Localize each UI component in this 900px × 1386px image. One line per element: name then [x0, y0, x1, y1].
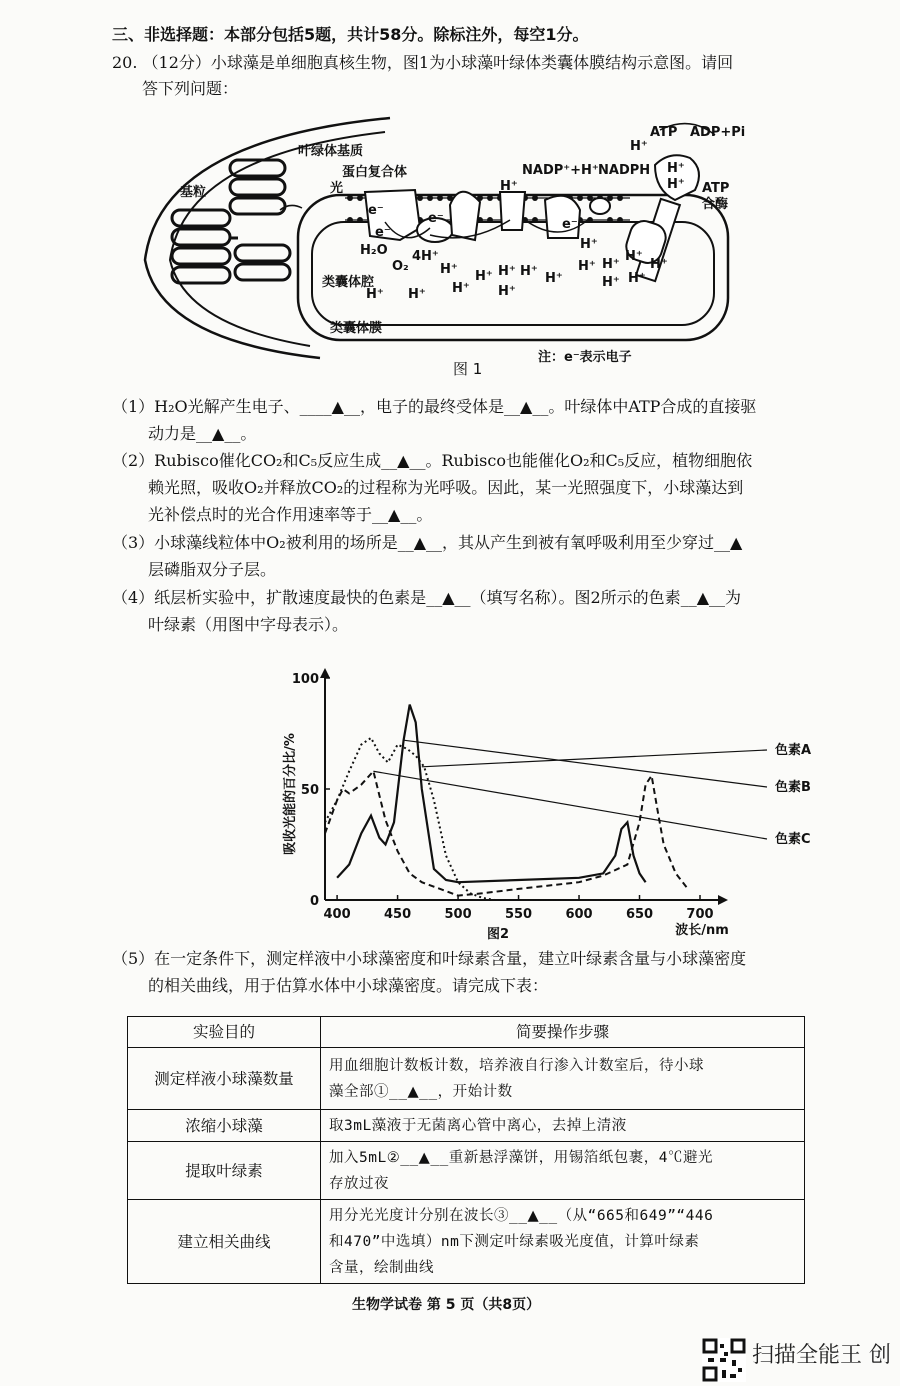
label-h: H⁺	[580, 237, 598, 252]
x-tick-label: 500	[444, 907, 472, 922]
label-lumen: 类囊体腔	[322, 275, 375, 290]
label-h: H⁺	[500, 179, 518, 194]
label-h: H⁺	[602, 275, 620, 290]
y-tick-label: 100	[291, 672, 319, 687]
label-stroma: 叶绿体基质	[298, 144, 364, 159]
answer-blank: ▲	[418, 1149, 431, 1166]
label-h: H⁺	[545, 271, 563, 286]
question-4-line1: （4）纸层析实验中，扩散速度最快的色素是__▲__（填写名称）。图2所示的色素__▲__为	[112, 588, 742, 607]
page-footer: 生物学试卷 第 5 页（共8页）	[352, 1297, 541, 1313]
series-line-3	[325, 771, 688, 895]
x-tick-label: 600	[565, 907, 593, 922]
answer-blank: ▲	[331, 397, 344, 416]
label-o2: O₂	[392, 259, 409, 274]
label-e: e⁻	[562, 217, 578, 232]
scanner-watermark: 扫描全能王 创	[752, 1343, 891, 1368]
grana-stack	[172, 160, 290, 283]
label-h: H⁺	[475, 269, 493, 284]
series-line-1	[325, 738, 652, 900]
q20-intro-line1: 20. （12分）小球藻是单细胞真核生物，图1为小球藻叶绿体类囊体膜结构示意图。请回	[112, 53, 734, 72]
label-membrane: 类囊体膜	[330, 321, 383, 336]
legend-label: 色素C	[775, 832, 811, 847]
table-cell-purpose: 浓缩小球藻	[128, 1110, 321, 1142]
y-axis-arrow	[320, 668, 330, 678]
answer-blank: ▲	[407, 1083, 420, 1100]
label-h: H⁺	[650, 257, 668, 272]
question-3-line1: （3）小球藻线粒体中O₂被利用的场所是__▲__，其从产生到被有氧呼吸利用至少穿过__▲	[112, 533, 743, 552]
y-axis-label: 吸收光能的百分比/%	[283, 733, 298, 855]
label-grana: 基粒	[180, 185, 207, 200]
table-cell-steps: 用分光光度计分别在波长③__▲__（从“665和649”“446 和470”中选填）nm下测定叶绿素吸光度值，计算叶绿素 含量，绘制曲线	[321, 1200, 805, 1284]
label-h: H⁺	[602, 257, 620, 272]
x-axis-label: 波长/nm	[675, 923, 729, 938]
figure2-absorption-chart	[270, 660, 812, 950]
section-header: 三、非选择题：本部分包括5题，共计58分。除标注外，每空1分。	[112, 25, 589, 44]
question-2-line2: 赖光照，吸收O₂并释放CO₂的过程称为光呼吸。因此，某一光照强度下，小球藻达到	[148, 478, 744, 497]
question-2-line3: 光补偿点时的光合作用速率等于__▲__。	[148, 505, 433, 524]
series-leader-line	[373, 771, 767, 839]
label-light: 光	[330, 181, 344, 196]
answer-blank: ▲	[388, 505, 401, 524]
label-e: e⁻	[368, 203, 384, 218]
electron-flow-arrows	[280, 124, 715, 238]
label-h: H⁺	[440, 262, 458, 277]
label-e: e⁻	[428, 211, 444, 226]
label-h: H⁺	[667, 177, 685, 192]
qr-code	[702, 1338, 746, 1382]
answer-blank: ▲	[397, 451, 410, 470]
label-e: e⁻	[375, 225, 391, 240]
table-cell-steps: 加入5mL②__▲__重新悬浮藻饼，用锡箔纸包裹，4℃避光 存放过夜	[321, 1142, 805, 1200]
label-h: H⁺	[578, 259, 596, 274]
answer-blank: ▲	[413, 533, 427, 552]
question-2-line1: （2）Rubisco催化CO₂和C₅反应生成__▲__。Rubisco也能催化O₂和C₅反应，植物细胞依	[112, 451, 753, 470]
answer-blank: ▲	[212, 424, 225, 443]
label-nadph: NADPH	[598, 163, 651, 178]
x-tick-label: 650	[625, 907, 654, 922]
x-axis-arrow	[718, 895, 728, 905]
y-tick-label: 50	[300, 783, 319, 798]
question-1-line1: （1）H₂O光解产生电子、____▲__，电子的最终受体是__▲__。叶绿体中ATP合成的直接驱	[112, 397, 757, 416]
x-tick-label: 550	[504, 907, 533, 922]
chart-series	[325, 705, 767, 900]
label-h2o: H₂O	[360, 243, 388, 258]
answer-blank: ▲	[730, 533, 743, 552]
question-4-line2: 叶绿素（用图中字母表示）。	[148, 615, 349, 634]
label-h: H⁺	[498, 264, 516, 279]
label-adp: ADP+Pi	[690, 125, 746, 140]
question-1-line2: 动力是__▲__。	[148, 424, 257, 443]
label-h: H⁺	[452, 281, 470, 296]
table-cell-purpose: 建立相关曲线	[128, 1200, 321, 1284]
figure1-thylakoid-diagram	[130, 110, 780, 370]
chart-title: 图2	[486, 927, 510, 942]
table-cell-steps: 用血细胞计数板计数，培养液自行渗入计数室后，待小球 藻全部①__▲__，开始计数	[321, 1048, 805, 1110]
table-row	[128, 1200, 805, 1284]
y-tick-label: 0	[309, 894, 319, 909]
label-h: H⁺	[520, 264, 538, 279]
chart-axes	[320, 668, 728, 905]
answer-blank: ▲	[520, 397, 533, 416]
table-row	[128, 1110, 805, 1142]
label-h: H⁺	[498, 284, 516, 299]
x-tick-label: 450	[384, 907, 412, 922]
table-header-row	[128, 1017, 805, 1048]
label-nadp: NADP⁺+H⁺	[522, 163, 599, 178]
answer-blank: ▲	[527, 1207, 540, 1224]
legend-label: 色素A	[775, 743, 812, 758]
label-4h: 4H⁺	[412, 249, 439, 264]
label-protein-complex: 蛋白复合体	[342, 165, 408, 180]
figure1-note: 注：e⁻表示电子	[538, 350, 632, 365]
table-cell-purpose: 测定样液小球藻数量	[128, 1048, 321, 1110]
experiment-table	[127, 1016, 805, 1284]
table-row	[128, 1048, 805, 1110]
label-h: H⁺	[625, 249, 643, 264]
answer-blank: ▲	[696, 588, 709, 607]
label-h: H⁺	[628, 271, 646, 286]
question-5-line2: 的相关曲线，用于估算水体中小球藻密度。请完成下表：	[148, 976, 549, 995]
table-cell-purpose: 提取叶绿素	[128, 1142, 321, 1200]
label-atp: ATP	[650, 125, 678, 140]
q20-intro-line2: 答下列问题：	[142, 79, 239, 98]
answer-blank: ▲	[442, 588, 455, 607]
label-h: H⁺	[630, 139, 648, 154]
question-5-line1: （5）在一定条件下，测定样液中小球藻密度和叶绿素含量，建立叶绿素含量与小球藻密度	[112, 949, 747, 968]
x-tick-label: 700	[686, 907, 714, 922]
label-atp-synthase-2: 合酶	[702, 197, 729, 212]
table-header-steps: 简要操作步骤	[321, 1017, 805, 1048]
label-atp-synthase-1: ATP	[702, 181, 730, 196]
table-row	[128, 1142, 805, 1200]
series-line-2	[337, 705, 645, 883]
label-h: H⁺	[408, 287, 426, 302]
x-tick-label: 400	[323, 907, 351, 922]
series-leader-line	[404, 740, 767, 787]
question-3-line2: 层磷脂双分子层。	[148, 560, 277, 579]
table-cell-steps: 取3mL藻液于无菌离心管中离心，去掉上清液	[321, 1110, 805, 1142]
legend-label: 色素B	[775, 780, 811, 795]
table-header-purpose: 实验目的	[128, 1017, 321, 1048]
figure1-caption: 图 1	[453, 360, 483, 378]
label-h: H⁺	[366, 287, 384, 302]
label-h: H⁺	[667, 161, 685, 176]
